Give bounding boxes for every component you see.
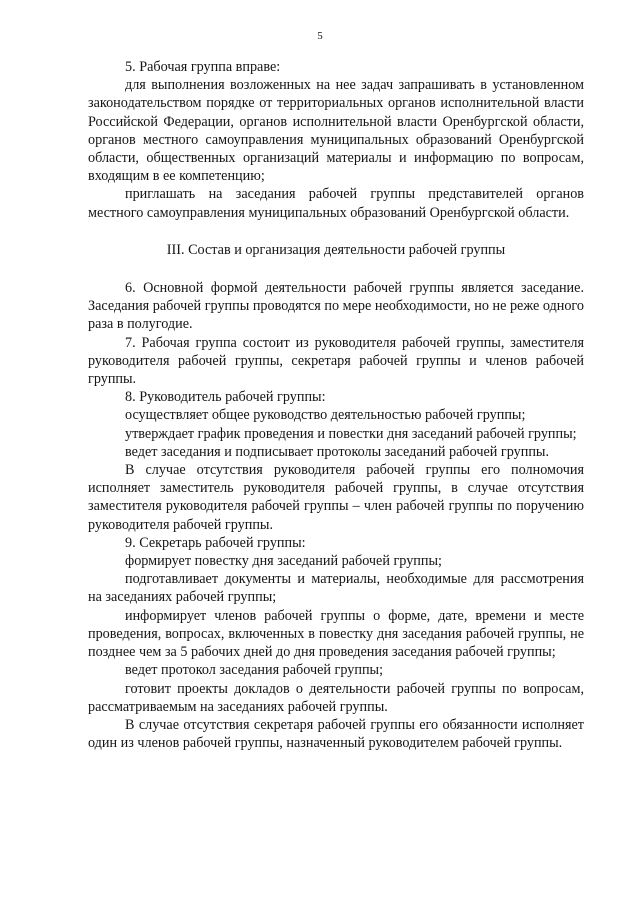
paragraph: ведет заседания и подписывает протоколы заседаний рабочей группы. (125, 443, 549, 460)
paragraph: ведет протокол заседания рабочей группы; (125, 662, 384, 679)
paragraph: формирует повестку дня заседаний рабочей группы; (125, 553, 442, 570)
section-heading: III. Состав и организация деятельности рабочей группы (166, 241, 506, 258)
page-number: 5 (317, 30, 323, 42)
paragraph: подготавливает документы и материалы, необходимые для рассмотрения на заседаниях рабочей группы; (88, 571, 584, 606)
paragraph: приглашать на заседания рабочей группы представителей органов местного самоуправления муниципальных образований Оренбургской области. (88, 186, 584, 221)
paragraph: 5. Рабочая группа вправе: (125, 59, 281, 75)
paragraph: 9. Секретарь рабочей группы: (125, 534, 306, 551)
paragraph: готовит проекты докладов о деятельности рабочей группы по вопросам, рассматриваемым на заседаниях рабочей группы. (88, 680, 584, 715)
paragraph: осуществляет общее руководство деятельностью рабочей группы; (125, 407, 526, 424)
paragraph: 7. Рабочая группа состоит из руководителя рабочей группы, заместителя руководителя рабочей группы, секретаря рабочей группы и членов рабочей группы. (88, 334, 584, 388)
paragraph: В случае отсутствия секретаря рабочей группы его обязанности исполняет один из членов рабочей группы, назначенный руководителем рабочей группы. (88, 716, 584, 752)
document-body (88, 58, 584, 752)
paragraph: 6. Основной формой деятельности рабочей группы является заседание. Заседания рабочей группы проводятся по мере необходимости, но не реже одного раза в полугодие. (88, 280, 584, 333)
paragraph: В случае отсутствия руководителя рабочей группы его полномочия исполняет заместитель руководителя рабочей группы, в случае отсутствия заместителя руководителя рабочей группы – член рабочей группы по поручению руководителя рабочей группы. (88, 462, 584, 533)
paragraph: 8. Руководитель рабочей группы: (125, 389, 326, 406)
paragraph: информирует членов рабочей группы о форме, дате, времени и месте проведения, вопросах, включенных в повестку дня заседания рабочей группы, не позднее чем за 5 рабочих дней до дня проведения заседания рабочей группы; (88, 607, 584, 661)
paragraph: утверждает график проведения и повестки дня заседаний рабочей группы; (125, 425, 577, 442)
paragraph: для выполнения возложенных на нее задач запрашивать в установленном законодательством порядке от территориальных органов исполнительной власти Российской Федерации, органов исполнительной власти Оренбургской области, органов местного самоуправления муниципальных образований Оренбургской области, общественных организаций материалы и информацию по вопросам, входящим в ее компетенцию; (88, 77, 584, 185)
